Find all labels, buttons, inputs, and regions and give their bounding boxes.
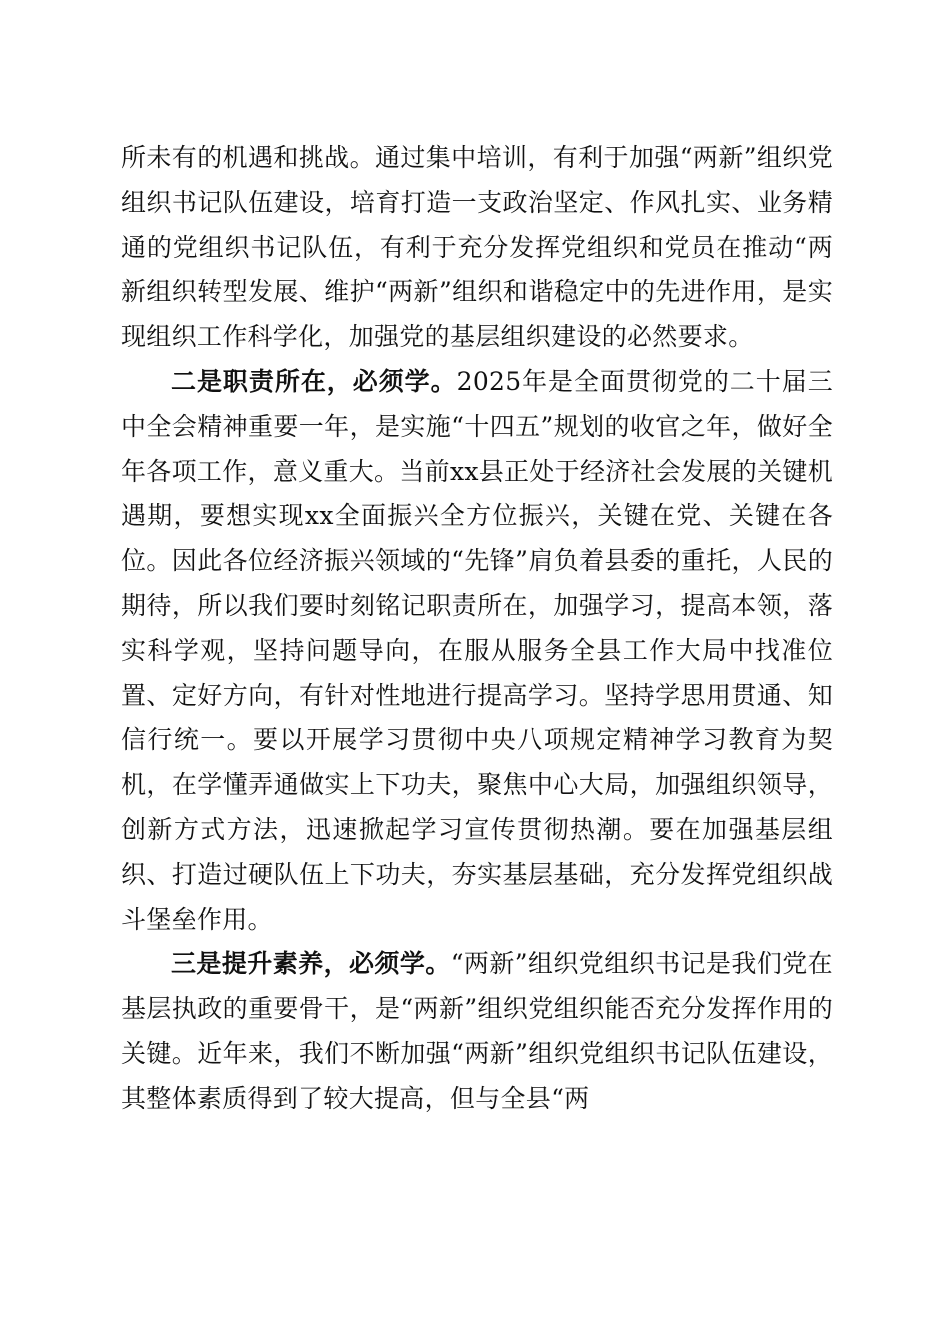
paragraph-3: [121, 942, 833, 1121]
paragraph-3-heading: 三是提升素养，必须学。: [171, 949, 451, 979]
paragraph-2-text: 2025年是全面贯彻党的二十届三中全会精神重要一年，是实施“十四五”规划的收官之年，做好全年各项工作，意义重大。当前xx县正处于经济社会发展的关键机遇期，要想实现xx全面振兴全方位振兴，关键在党、关键在各位。因此各位经济振兴领域的“先锋”肩负着县委的重托，人民的期待，所以我们要时刻铭记职责所在，加强学习，提高本领，落实科学观，坚持问题导向，在服从服务全县工作大局中找准位置、定好方向，有针对性地进行提高学习。坚持学思用贯通、知信行统一。要以开展学习贯彻中央八项规定精神学习教育为契机，在学懂弄通做实上下功夫，聚焦中心大局，加强组织领导，创新方式方法，迅速掀起学习宣传贯彻热潮。要在加强基层组织、打造过硬队伍上下功夫，夯实基层基础，充分发挥党组织战斗堡垒作用。: [121, 366, 833, 934]
paragraph-2-heading: 二是职责所在，必须学。: [171, 366, 457, 396]
paragraph-1: [121, 136, 833, 360]
document-body: [121, 136, 833, 1122]
paragraph-1-text: 所未有的机遇和挑战。通过集中培训，有利于加强“两新”组织党组织书记队伍建设，培育打造一支政治坚定、作风扎实、业务精通的党组织书记队伍，有利于充分发挥党组织和党员在推动“两新组织转型发展、维护“两新”组织和谐稳定中的先进作用，是实现组织工作科学化，加强党的基层组织建设的必然要求。: [121, 143, 833, 352]
paragraph-2: [121, 360, 833, 942]
paragraph-3-text: “两新”组织党组织书记是我们党在基层执政的重要骨干，是“两新”组织党组织能否充分发挥作用的关键。近年来，我们不断加强“两新”组织党组织书记队伍建设，其整体素质得到了较大提高，但与全县“两: [121, 949, 833, 1113]
